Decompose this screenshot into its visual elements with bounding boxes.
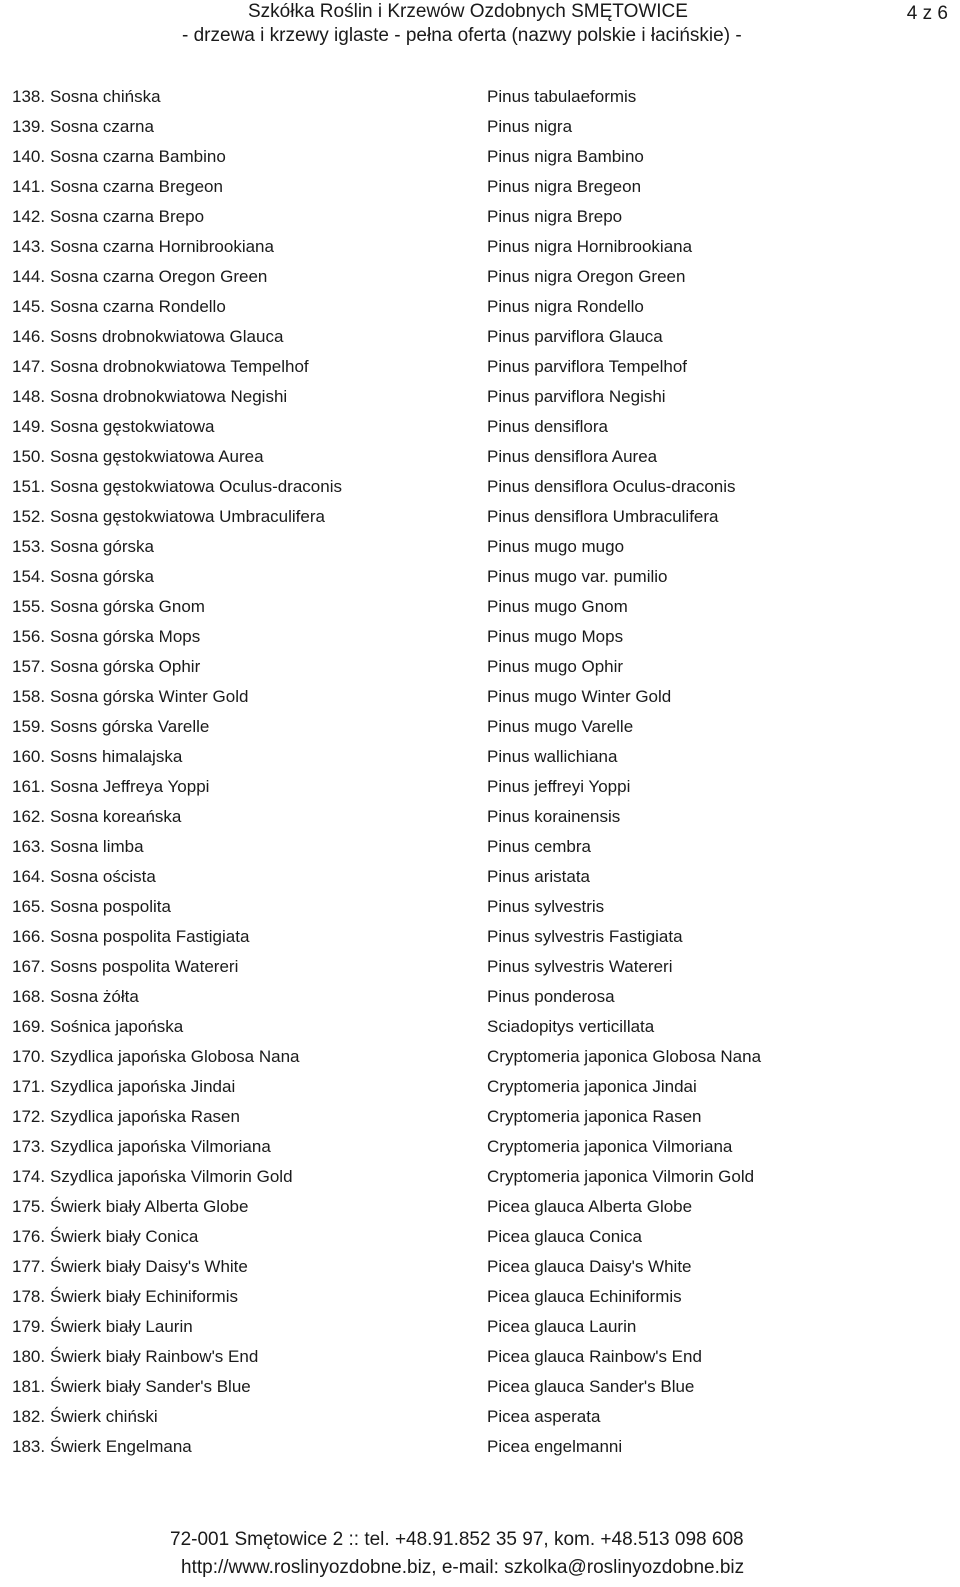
item-number: 171. [12, 1077, 46, 1096]
polish-name: Sosna czarna Bambino [50, 147, 226, 166]
polish-name: Świerk biały Rainbow's End [50, 1347, 259, 1366]
list-item [0, 1072, 960, 1102]
item-number: 155. [12, 597, 46, 616]
polish-name: Sosna czarna Bregeon [50, 177, 223, 196]
list-item [0, 772, 960, 802]
latin-name: Picea glauca Daisy's White [487, 1257, 692, 1276]
latin-name: Pinus nigra Brepo [487, 207, 623, 226]
item-number: 145. [12, 297, 46, 316]
latin-name: Pinus mugo Mops [487, 627, 624, 646]
list-item [0, 952, 960, 982]
list-item [0, 1312, 960, 1342]
item-number: 165. [12, 897, 46, 916]
latin-name: Cryptomeria japonica Vilmoriana [487, 1137, 733, 1156]
latin-name: Pinus nigra [487, 117, 573, 136]
latin-name: Picea glauca Sander's Blue [487, 1377, 695, 1396]
polish-name: Sosns himalajska [50, 747, 183, 766]
polish-name: Sosna oścista [50, 867, 156, 886]
latin-name: Pinus mugo var. pumilio [487, 567, 668, 586]
polish-name: Sosna żółta [50, 987, 139, 1006]
list-item [0, 352, 960, 382]
list-item [0, 832, 960, 862]
polish-name: Szydlica japońska Vilmoriana [50, 1137, 271, 1156]
polish-name: Szydlica japońska Rasen [50, 1107, 240, 1126]
item-number: 180. [12, 1347, 46, 1366]
polish-name: Sosna gęstokwiatowa Umbraculifera [50, 507, 325, 526]
latin-name: Picea glauca Laurin [487, 1317, 637, 1336]
latin-name: Pinus ponderosa [487, 987, 615, 1006]
polish-name: Sosna górska Mops [50, 627, 201, 646]
latin-name: Cryptomeria japonica Jindai [487, 1077, 697, 1096]
latin-name: Picea glauca Alberta Globe [487, 1197, 693, 1216]
list-item [0, 502, 960, 532]
list-item [0, 862, 960, 892]
latin-name: Picea engelmanni [487, 1437, 623, 1456]
list-item [0, 172, 960, 202]
polish-name: Szydlica japońska Vilmorin Gold [50, 1167, 293, 1186]
list-item [0, 232, 960, 262]
latin-name: Pinus densiflora [487, 417, 608, 436]
list-item [0, 262, 960, 292]
item-number: 144. [12, 267, 46, 286]
item-number: 146. [12, 327, 46, 346]
item-number: 141. [12, 177, 46, 196]
item-number: 163. [12, 837, 46, 856]
item-number: 143. [12, 237, 46, 256]
latin-name: Pinus aristata [487, 867, 590, 886]
latin-name: Pinus densiflora Oculus-draconis [487, 477, 736, 496]
polish-name: Sosna górska Gnom [50, 597, 205, 616]
list-item [0, 412, 960, 442]
polish-name: Świerk Engelmana [50, 1437, 192, 1456]
polish-name: Świerk biały Sander's Blue [50, 1377, 251, 1396]
item-number: 160. [12, 747, 46, 766]
polish-name: Sosns pospolita Watereri [50, 957, 239, 976]
latin-name: Pinus nigra Bambino [487, 147, 644, 166]
latin-name: Pinus sylvestris Watereri [487, 957, 673, 976]
list-item [0, 982, 960, 1012]
latin-name: Cryptomeria japonica Vilmorin Gold [487, 1167, 755, 1186]
item-number: 157. [12, 657, 46, 676]
polish-name: Sosna czarna Hornibrookiana [50, 237, 274, 256]
latin-name: Pinus mugo Varelle [487, 717, 634, 736]
item-number: 161. [12, 777, 46, 796]
polish-name: Sosna pospolita [50, 897, 171, 916]
item-number: 158. [12, 687, 46, 706]
footer-contact: 72-001 Smętowice 2 :: tel. +48.91.852 35 97, kom. +48.513 098 608 [170, 1529, 744, 1550]
item-number: 154. [12, 567, 46, 586]
latin-name: Pinus nigra Hornibrookiana [487, 237, 693, 256]
plant-list [0, 82, 960, 1462]
latin-name: Pinus tabulaeformis [487, 87, 637, 106]
polish-name: Świerk biały Alberta Globe [50, 1197, 249, 1216]
item-number: 152. [12, 507, 46, 526]
list-item [0, 742, 960, 772]
polish-name: Szydlica japońska Jindai [50, 1077, 236, 1096]
list-item [0, 532, 960, 562]
polish-name: Sosna górska Ophir [50, 657, 201, 676]
list-item [0, 202, 960, 232]
latin-name: Pinus parviflora Tempelhof [487, 357, 688, 376]
latin-name: Pinus nigra Bregeon [487, 177, 642, 196]
list-item [0, 1132, 960, 1162]
list-item [0, 1282, 960, 1312]
polish-name: Sośnica japońska [50, 1017, 184, 1036]
polish-name: Świerk chiński [50, 1407, 158, 1426]
latin-name: Pinus nigra Oregon Green [487, 267, 686, 286]
item-number: 182. [12, 1407, 46, 1426]
latin-name: Pinus sylvestris [487, 897, 605, 916]
item-number: 169. [12, 1017, 46, 1036]
list-item [0, 82, 960, 112]
item-number: 167. [12, 957, 46, 976]
item-number: 177. [12, 1257, 46, 1276]
item-number: 176. [12, 1227, 46, 1246]
item-number: 139. [12, 117, 46, 136]
list-item [0, 682, 960, 712]
list-item [0, 1042, 960, 1072]
polish-name: Świerk biały Conica [50, 1227, 199, 1246]
polish-name: Świerk biały Laurin [50, 1317, 193, 1336]
list-item [0, 1252, 960, 1282]
polish-name: Sosna drobnokwiatowa Tempelhof [50, 357, 309, 376]
list-item [0, 1372, 960, 1402]
latin-name: Sciadopitys verticillata [487, 1017, 655, 1036]
latin-name: Pinus korainensis [487, 807, 621, 826]
list-item [0, 712, 960, 742]
polish-name: Sosns drobnokwiatowa Glauca [50, 327, 284, 346]
item-number: 166. [12, 927, 46, 946]
polish-name: Sosna gęstokwiatowa Oculus-draconis [50, 477, 342, 496]
page-header [0, 0, 960, 50]
item-number: 149. [12, 417, 46, 436]
item-number: 153. [12, 537, 46, 556]
polish-name: Sosna górska [50, 537, 154, 556]
page-title: Szkółka Roślin i Krzewów Ozdobnych SMĘTOWICE [248, 1, 688, 22]
latin-name: Pinus mugo mugo [487, 537, 625, 556]
list-item [0, 112, 960, 142]
polish-name: Sosna górska [50, 567, 154, 586]
latin-name: Pinus parviflora Glauca [487, 327, 663, 346]
list-item [0, 472, 960, 502]
latin-name: Picea asperata [487, 1407, 601, 1426]
polish-name: Sosna czarna [50, 117, 154, 136]
item-number: 175. [12, 1197, 46, 1216]
latin-name: Picea glauca Echiniformis [487, 1287, 682, 1306]
polish-name: Sosns górska Varelle [50, 717, 210, 736]
list-item [0, 922, 960, 952]
latin-name: Pinus parviflora Negishi [487, 387, 666, 406]
list-item [0, 1432, 960, 1462]
latin-name: Pinus mugo Gnom [487, 597, 628, 616]
item-number: 174. [12, 1167, 46, 1186]
polish-name: Świerk biały Echiniformis [50, 1287, 238, 1306]
polish-name: Sosna górska Winter Gold [50, 687, 249, 706]
list-item [0, 802, 960, 832]
list-item [0, 442, 960, 472]
page-subtitle: - drzewa i krzewy iglaste - pełna oferta (nazwy polskie i łacińskie) - [182, 25, 742, 46]
item-number: 140. [12, 147, 46, 166]
list-item [0, 322, 960, 352]
page-number: 4 z 6 [906, 3, 948, 24]
list-item [0, 1342, 960, 1372]
item-number: 170. [12, 1047, 46, 1066]
polish-name: Sosna drobnokwiatowa Negishi [50, 387, 288, 406]
item-number: 142. [12, 207, 46, 226]
list-item [0, 382, 960, 412]
list-item [0, 562, 960, 592]
list-item [0, 292, 960, 322]
item-number: 179. [12, 1317, 46, 1336]
item-number: 162. [12, 807, 46, 826]
item-number: 151. [12, 477, 46, 496]
item-number: 181. [12, 1377, 46, 1396]
latin-name: Pinus nigra Rondello [487, 297, 644, 316]
latin-name: Pinus densiflora Umbraculifera [487, 507, 719, 526]
polish-name: Sosna koreańska [50, 807, 182, 826]
latin-name: Picea glauca Conica [487, 1227, 642, 1246]
list-item [0, 652, 960, 682]
latin-name: Pinus sylvestris Fastigiata [487, 927, 683, 946]
list-item [0, 1222, 960, 1252]
polish-name: Sosna limba [50, 837, 144, 856]
item-number: 164. [12, 867, 46, 886]
list-item [0, 892, 960, 922]
latin-name: Pinus mugo Ophir [487, 657, 624, 676]
polish-name: Sosna czarna Rondello [50, 297, 226, 316]
polish-name: Sosna chińska [50, 87, 161, 106]
list-item [0, 142, 960, 172]
item-number: 150. [12, 447, 46, 466]
list-item [0, 1012, 960, 1042]
polish-name: Sosna czarna Brepo [50, 207, 205, 226]
item-number: 178. [12, 1287, 46, 1306]
list-item [0, 592, 960, 622]
list-item [0, 1102, 960, 1132]
item-number: 148. [12, 387, 46, 406]
polish-name: Sosna Jeffreya Yoppi [50, 777, 210, 796]
latin-name: Pinus jeffreyi Yoppi [487, 777, 631, 796]
item-number: 173. [12, 1137, 46, 1156]
latin-name: Cryptomeria japonica Globosa Nana [487, 1047, 762, 1066]
item-number: 156. [12, 627, 46, 646]
list-item [0, 622, 960, 652]
polish-name: Sosna czarna Oregon Green [50, 267, 268, 286]
latin-name: Pinus wallichiana [487, 747, 618, 766]
item-number: 138. [12, 87, 46, 106]
list-item [0, 1192, 960, 1222]
polish-name: Sosna gęstokwiatowa Aurea [50, 447, 264, 466]
item-number: 168. [12, 987, 46, 1006]
item-number: 147. [12, 357, 46, 376]
polish-name: Sosna gęstokwiatowa [50, 417, 215, 436]
latin-name: Pinus cembra [487, 837, 591, 856]
polish-name: Szydlica japońska Globosa Nana [50, 1047, 300, 1066]
polish-name: Sosna pospolita Fastigiata [50, 927, 250, 946]
latin-name: Cryptomeria japonica Rasen [487, 1107, 702, 1126]
footer-web-email: http://www.roslinyozdobne.biz, e-mail: szkolka@roslinyozdobne.biz [181, 1557, 745, 1578]
latin-name: Picea glauca Rainbow's End [487, 1347, 702, 1366]
item-number: 159. [12, 717, 46, 736]
polish-name: Świerk biały Daisy's White [50, 1257, 248, 1276]
list-item [0, 1402, 960, 1432]
item-number: 183. [12, 1437, 46, 1456]
latin-name: Pinus densiflora Aurea [487, 447, 658, 466]
latin-name: Pinus mugo Winter Gold [487, 687, 672, 706]
item-number: 172. [12, 1107, 46, 1126]
list-item [0, 1162, 960, 1192]
